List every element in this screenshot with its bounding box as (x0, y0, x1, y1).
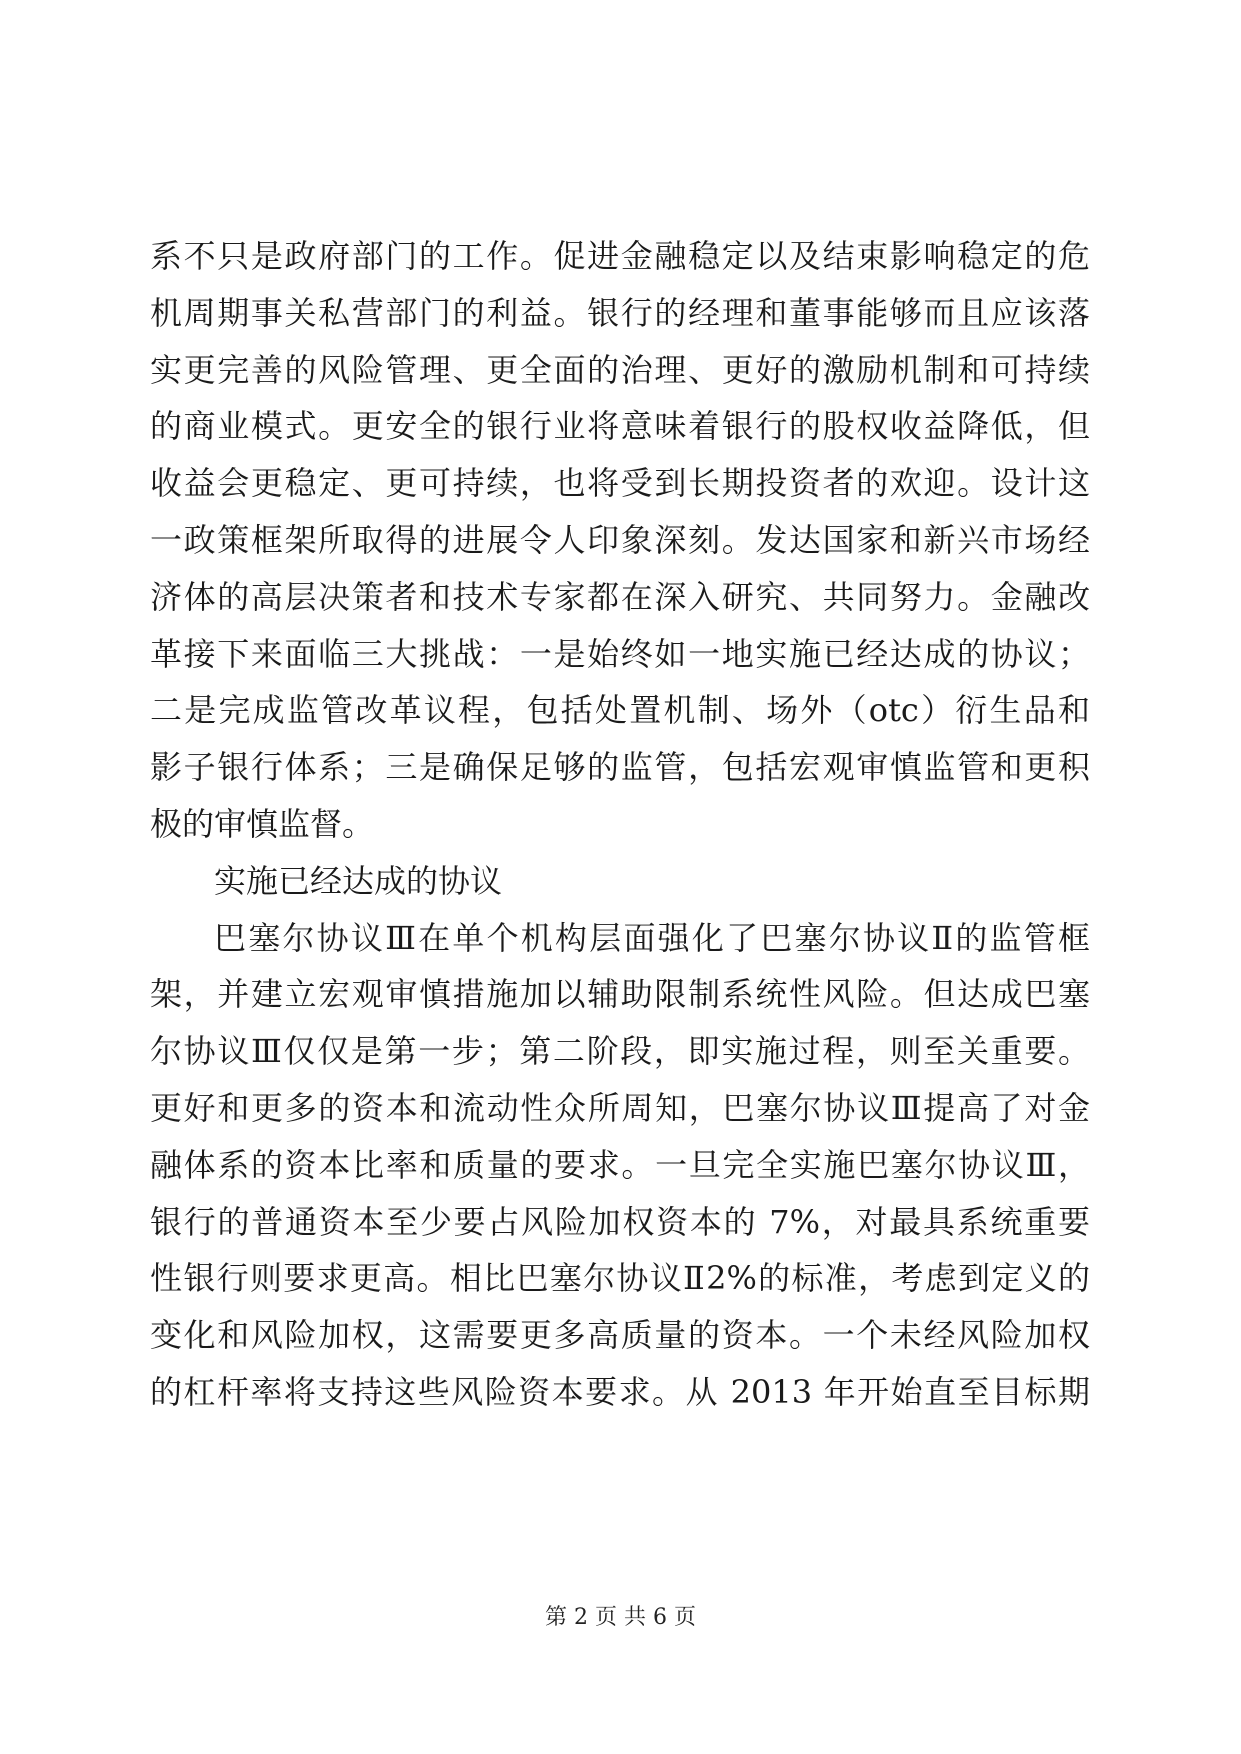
text-line: 系不只是政府部门的工作。促进金融稳定以及结束影响稳定的危 (150, 237, 1090, 275)
text-line: 的商业模式。更安全的银行业将意味着银行的股权收益降低，但 (150, 407, 1090, 446)
text-line: 银行的普通资本至少要占风险加权资本的 7%，对最具系统重要 (150, 1202, 1090, 1241)
text-line: 影子银行体系；三是确保足够的监管，包括宏观审慎监管和更积 (150, 748, 1090, 787)
text-line: 的杠杆率将支持这些风险资本要求。从 2013 年开始直至目标期 (150, 1372, 1090, 1411)
page-footer: 第 2 页 共 6 页 (545, 1605, 696, 1630)
text-line: 更好和更多的资本和流动性众所周知，巴塞尔协议Ⅲ提高了对金 (150, 1088, 1090, 1127)
text-line: 收益会更稳定、更可持续，也将受到长期投资者的欢迎。设计这 (150, 464, 1090, 503)
text-line: 架，并建立宏观审慎措施加以辅助限制系统性风险。但达成巴塞 (150, 975, 1090, 1014)
text-line: 机周期事关私营部门的利益。银行的经理和董事能够而且应该落 (150, 293, 1090, 332)
text-line: 尔协议Ⅲ仅仅是第一步；第二阶段，即实施过程，则至关重要。 (150, 1032, 1090, 1071)
text-line: 一政策框架所取得的进展令人印象深刻。发达国家和新兴市场经 (150, 520, 1090, 559)
text-line: 革接下来面临三大挑战：一是始终如一地实施已经达成的协议； (150, 634, 1090, 673)
text-line: 极的审慎监督。 (150, 804, 375, 843)
text-line: 二是完成监管改革议程，包括处置机制、场外（otc）衍生品和 (150, 691, 1090, 730)
text-line: 变化和风险加权，这需要更多高质量的资本。一个未经风险加权 (150, 1316, 1090, 1355)
text-line: 融体系的资本比率和质量的要求。一旦完全实施巴塞尔协议Ⅲ， (150, 1145, 1090, 1184)
body-text (150, 228, 1090, 1421)
text-line: 性银行则要求更高。相比巴塞尔协议Ⅱ2%的标准，考虑到定义的 (150, 1259, 1090, 1298)
text-line: 实施已经达成的协议 (214, 861, 503, 900)
text-line: 巴塞尔协议Ⅲ在单个机构层面强化了巴塞尔协议Ⅱ的监管框 (214, 918, 1090, 957)
text-line: 济体的高层决策者和技术专家都在深入研究、共同努力。金融改 (150, 577, 1090, 616)
text-line: 实更完善的风险管理、更全面的治理、更好的激励机制和可持续 (150, 350, 1090, 389)
